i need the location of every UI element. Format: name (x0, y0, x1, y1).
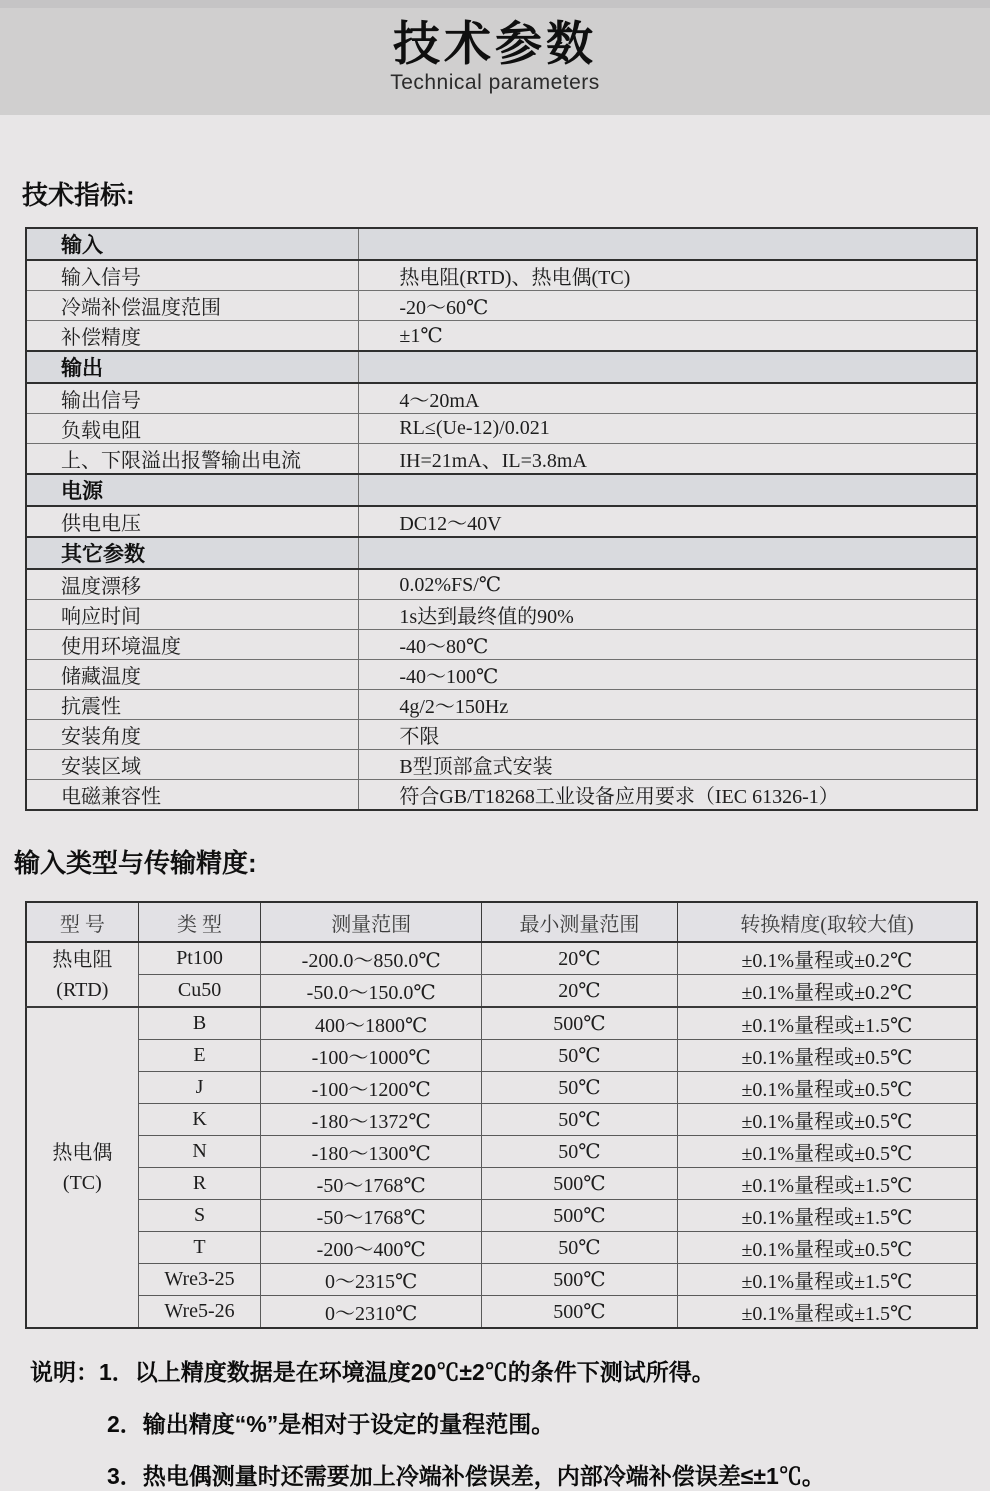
cell-accuracy: ±0.1%量程或±1.5℃ (677, 1200, 977, 1232)
spec-row-value: DC12～40V (359, 506, 977, 537)
cell-accuracy: ±0.1%量程或±0.5℃ (677, 1232, 977, 1264)
cell-min-range: 500℃ (482, 1200, 678, 1232)
spec-section-value (359, 537, 977, 569)
cell-min-range: 500℃ (482, 1007, 678, 1040)
col-header-model: 型 号 (26, 902, 138, 942)
spec-section-row (26, 228, 977, 260)
table-row (26, 1168, 977, 1200)
cell-type: J (138, 1072, 261, 1104)
spec-section-value (359, 474, 977, 506)
cell-range: -180～1300℃ (261, 1136, 482, 1168)
spec-row (26, 720, 977, 750)
cell-accuracy: ±0.1%量程或±1.5℃ (677, 1007, 977, 1040)
cell-accuracy: ±0.1%量程或±0.2℃ (677, 942, 977, 975)
spec-row (26, 690, 977, 720)
table-row (26, 1296, 977, 1329)
note-line-2 (30, 1409, 990, 1439)
model-name: 热电偶 (52, 1141, 113, 1164)
table-row (26, 942, 977, 975)
notes-prefix: 说明： (30, 1359, 99, 1385)
cell-accuracy: ±0.1%量程或±0.2℃ (677, 975, 977, 1008)
cell-accuracy: ±0.1%量程或±1.5℃ (677, 1264, 977, 1296)
col-header-accuracy: 转换精度(取较大值) (677, 902, 977, 942)
cell-range: -200.0～850.0℃ (261, 942, 482, 975)
cell-type: B (138, 1007, 261, 1040)
type-table-header-row (26, 902, 977, 942)
model-sub: (RTD) (56, 978, 109, 1001)
spec-row-label: 输出信号 (26, 383, 359, 414)
cell-range: -100～1200℃ (261, 1072, 482, 1104)
model-group-cell-tc (26, 1007, 138, 1328)
spec-row-value: -40～80℃ (359, 630, 977, 660)
cell-type: Wre3-25 (138, 1264, 261, 1296)
page-title: 技术参数 (393, 17, 597, 70)
cell-range: -180～1372℃ (261, 1104, 482, 1136)
table-row (26, 1200, 977, 1232)
note-line-1 (30, 1357, 990, 1387)
cell-accuracy: ±0.1%量程或±0.5℃ (677, 1104, 977, 1136)
spec-row (26, 506, 977, 537)
cell-type: Wre5-26 (138, 1296, 261, 1329)
spec-row-value: -20～60℃ (359, 291, 977, 321)
spec-row-label: 安装角度 (26, 720, 359, 750)
table-row (26, 975, 977, 1008)
cell-range: 0～2310℃ (261, 1296, 482, 1329)
cell-min-range: 50℃ (482, 1072, 678, 1104)
cell-range: -50～1768℃ (261, 1200, 482, 1232)
model-sub: (TC) (62, 1171, 102, 1194)
note-text: 3．热电偶测量时还需要加上冷端补偿误差，内部冷端补偿误差≤±1℃。 (107, 1463, 825, 1489)
cell-type: N (138, 1136, 261, 1168)
cell-range: 0～2315℃ (261, 1264, 482, 1296)
model-group-cell-rtd (26, 942, 138, 1007)
spec-section-value (359, 351, 977, 383)
cell-min-range: 500℃ (482, 1264, 678, 1296)
table-row (26, 1040, 977, 1072)
cell-accuracy: ±0.1%量程或±1.5℃ (677, 1168, 977, 1200)
spec-section-row (26, 474, 977, 506)
spec-row-label: 输入信号 (26, 260, 359, 291)
cell-type: Cu50 (138, 975, 261, 1008)
spec-row-value: 符合GB/T18268工业设备应用要求（IEC 61326-1） (359, 780, 977, 811)
cell-min-range: 50℃ (482, 1040, 678, 1072)
spec-row-label: 负载电阻 (26, 414, 359, 444)
cell-min-range: 20℃ (482, 942, 678, 975)
cell-type: R (138, 1168, 261, 1200)
spec-row (26, 600, 977, 630)
col-header-min-range: 最小测量范围 (482, 902, 678, 942)
cell-accuracy: ±0.1%量程或±0.5℃ (677, 1072, 977, 1104)
spec-section-row (26, 537, 977, 569)
spec-row-label: 响应时间 (26, 600, 359, 630)
spec-section-label: 输入 (26, 228, 359, 260)
spec-section-label: 其它参数 (26, 537, 359, 569)
cell-min-range: 50℃ (482, 1232, 678, 1264)
cell-accuracy: ±0.1%量程或±0.5℃ (677, 1040, 977, 1072)
spec-row (26, 414, 977, 444)
spec-row (26, 750, 977, 780)
note-text: 2．输出精度“%”是相对于设定的量程范围。 (107, 1411, 555, 1437)
page-header-banner (0, 0, 990, 115)
table-row (26, 1264, 977, 1296)
spec-row (26, 444, 977, 475)
spec-section-label: 输出 (26, 351, 359, 383)
spec-row-label: 电磁兼容性 (26, 780, 359, 811)
spec-row-value: 热电阻(RTD)、热电偶(TC) (359, 260, 977, 291)
table-row (26, 1136, 977, 1168)
spec-row (26, 260, 977, 291)
section-heading-tech-specs: 技术指标: (22, 180, 135, 210)
spec-row-value: 4～20mA (359, 383, 977, 414)
spec-section-value (359, 228, 977, 260)
cell-type: S (138, 1200, 261, 1232)
cell-type: E (138, 1040, 261, 1072)
cell-type: K (138, 1104, 261, 1136)
spec-row-label: 抗震性 (26, 690, 359, 720)
spec-row (26, 291, 977, 321)
section-heading-input-types: 输入类型与传输精度: (14, 848, 257, 878)
spec-row-label: 温度漂移 (26, 569, 359, 600)
col-header-type: 类 型 (138, 902, 261, 942)
spec-row-label: 补偿精度 (26, 321, 359, 352)
cell-min-range: 50℃ (482, 1104, 678, 1136)
spec-row-value: ±1℃ (359, 321, 977, 352)
cell-range: -50～1768℃ (261, 1168, 482, 1200)
spec-row-value: 1s达到最终值的90% (359, 600, 977, 630)
spec-row-label: 安装区域 (26, 750, 359, 780)
cell-min-range: 50℃ (482, 1136, 678, 1168)
spec-row-value: -40～100℃ (359, 660, 977, 690)
spec-row-label: 冷端补偿温度范围 (26, 291, 359, 321)
spec-row (26, 383, 977, 414)
cell-accuracy: ±0.1%量程或±1.5℃ (677, 1296, 977, 1329)
table-row (26, 1072, 977, 1104)
note-line-3 (30, 1461, 990, 1491)
spec-row-label: 使用环境温度 (26, 630, 359, 660)
spec-row-value: B型顶部盒式安装 (359, 750, 977, 780)
spec-row-value: 4g/2～150Hz (359, 690, 977, 720)
spec-row (26, 321, 977, 352)
cell-min-range: 500℃ (482, 1296, 678, 1329)
spec-row-label: 储藏温度 (26, 660, 359, 690)
page-subtitle: Technical parameters (390, 71, 600, 94)
spec-row-label: 上、下限溢出报警输出电流 (26, 444, 359, 475)
cell-range: -50.0～150.0℃ (261, 975, 482, 1008)
note-text: 1．以上精度数据是在环境温度20℃±2℃的条件下测试所得。 (99, 1359, 715, 1385)
spec-section-label: 电源 (26, 474, 359, 506)
spec-row (26, 569, 977, 600)
spec-table (25, 227, 978, 811)
spec-row-value: RL≤(Ue-12)/0.021 (359, 414, 977, 444)
cell-range: -200～400℃ (261, 1232, 482, 1264)
spec-row-label: 供电电压 (26, 506, 359, 537)
cell-range: -100～1000℃ (261, 1040, 482, 1072)
table-row (26, 1007, 977, 1040)
table-row (26, 1232, 977, 1264)
col-header-range: 测量范围 (261, 902, 482, 942)
cell-range: 400～1800℃ (261, 1007, 482, 1040)
spec-row (26, 780, 977, 811)
spec-section-row (26, 351, 977, 383)
cell-type: Pt100 (138, 942, 261, 975)
cell-type: T (138, 1232, 261, 1264)
spec-row (26, 660, 977, 690)
spec-row-value: 0.02%FS/℃ (359, 569, 977, 600)
spec-row (26, 630, 977, 660)
cell-accuracy: ±0.1%量程或±0.5℃ (677, 1136, 977, 1168)
model-name: 热电阻 (52, 948, 113, 971)
cell-min-range: 500℃ (482, 1168, 678, 1200)
table-row (26, 1104, 977, 1136)
type-accuracy-table (25, 901, 978, 1329)
cell-min-range: 20℃ (482, 975, 678, 1008)
spec-row-value: 不限 (359, 720, 977, 750)
spec-row-value: IH=21mA、IL=3.8mA (359, 444, 977, 475)
notes-block (30, 1357, 990, 1491)
